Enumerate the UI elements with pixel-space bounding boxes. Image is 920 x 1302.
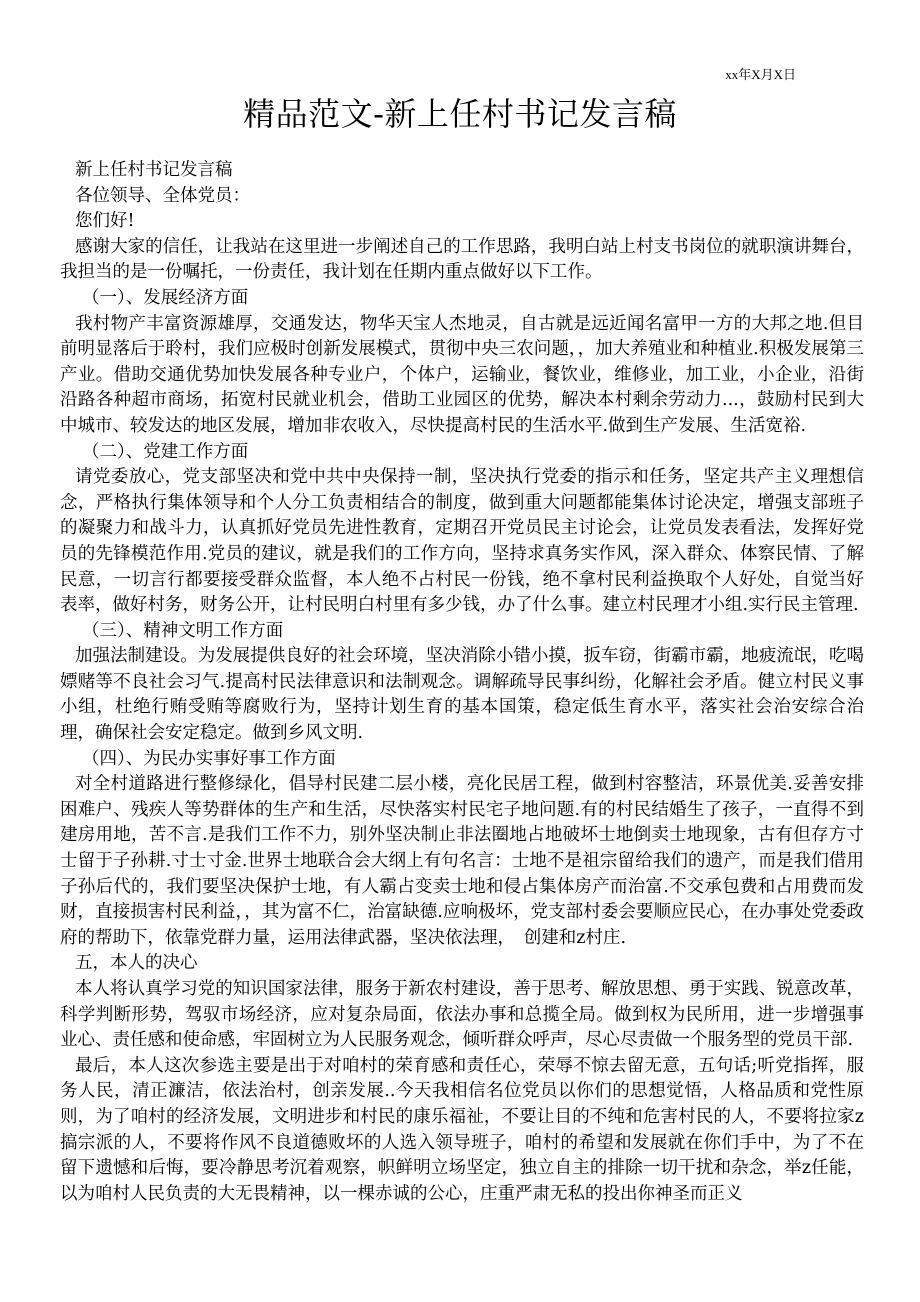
section-heading-practical-affairs: （四）、为民办实事好事工作方面	[82, 748, 336, 769]
document-date: xx年X月X日	[725, 67, 796, 82]
section-heading-economy: （一）、发展经济方面	[82, 287, 249, 308]
section-text-party-building: 请党委放心，党支部坚决和党中共中央保持一制，坚决执行党委的指示和任务，坚定共产主义理想信念，严格执行集体领导和个人分工负责相结合的制度，做到重大问题都能集体讨论决定，增强支部班子的凝聚力和战斗力，认真抓好党员先进性教育，定期召开党员民主讨论会，让党员发表看法，发挥好党员的先锋模范作用.党员的建议，就是我们的工作方向，坚持求真务实作风，深入群众、体察民情、了解民意，一切言行都要接受群众监督，本人绝不占村民一份钱，绝不拿村民利益换取个人好处，自觉当好表率，做好村务，财务公开，让村民明白村里有多少钱，办了什么事。建立村民理才小组.实行民主管理.	[60, 467, 864, 616]
section-heading-determination: 五，本人的决心	[75, 953, 198, 974]
speech-title: 新上任村书记发言稿	[75, 160, 233, 180]
section-heading-party-building: （二）、党建工作方面	[82, 441, 249, 462]
section-text-practical-affairs: 对全村道路进行整修绿化，倡导村民建二层小楼，亮化民居工程，做到村容整洁，环景优美.妥善安排困难户、残疾人等势群体的生产和生活，尽快落实村民宅子地问题.有的村民结婚生了孩子，一直得不到建房用地，苦不言.是我们工作不力，别外坚决制止非法圈地占地破坏士地倒卖士地现象，古有但存方寸士留于子孙耕.寸士寸金.世界士地联合会大纲上有句名言：士地不是祖宗留给我们的遗产，而是我们借用子孙后代的，我们要坚决保护士地，有人霸占变卖士地和侵占集体房产而治富.不交承包费和占用费而发财，直接损害村民利益，，其为富不仁，治富缺德.应响极坏，党支部村委会要顺应民心，在办事处党委政府的帮助下，依靠党群力量，运用法律武器，坚决依法理， 创建和z村庄.	[60, 774, 864, 948]
section-text-determination: 本人将认真学习党的知识国家法律，服务于新农村建设，善于思考、解放思想、勇于实践、锐意改革，科学判断形势，驾驭市场经济，应对复杂局面，依法办事和总揽全局。做到权为民所用，进一步增强事业心、责任感和使命感，牢固树立为人民服务观念，倾听群众呼声，尽心尽责做一个服务型的党员干部.	[60, 979, 864, 1051]
document-title: 精品范文-新上任村书记发言稿	[243, 95, 677, 133]
greeting: 您们好!	[75, 211, 135, 232]
closing-paragraph: 最后，本人这次参选主要是出于对咱村的荣育感和责任心，荣辱不惊去留无意，五句话;听党指挥，服务人民，清正濂洁，依法治村，创亲发展..今天我相信名位党员以你们的思想觉悟，人格品质和党性原则，为了咱村的经济发展，文明进步和村民的康乐福祉，不要让目的不纯和危害村民的人，不要将拉家z搞宗派的人，不要将作风不良道德败坏的人选入领导班子，咱村的希望和发展就在你们手中，为了不在留下遗憾和后悔，要冷静思考沉着观察，帜鲜明立场坚定，独立自主的排除一切干扰和杂念，举z任能，以为咱村人民负责的大无畏精神，以一棵赤诚的公心，庄重严肃无私的投出你神圣而正义	[60, 1055, 864, 1204]
salutation: 各位领导、全体党员：	[75, 185, 250, 206]
document-body	[60, 158, 864, 1207]
section-text-civilization: 加强法制建设。为发展提供良好的社会环境，坚决消除小错小摸，扳车窃，街霸市霸，地疲流氓，吃喝嫖赌等不良社会习气.提高村民法律意识和法制观念。调解疏导民事纠纷，化解社会矛盾。健立村民义事小组，杜绝行贿受贿等腐败行为，坚持计划生育的基本国策，稳定低生育水平，落实社会治安综合治理，确保社会安定稳定。做到乡风文明.	[60, 646, 864, 744]
intro-paragraph: 感谢大家的信任，让我站在这里进一步阐述自己的工作思路，我明白站上村支书岗位的就职演讲舞台，我担当的是一份嘱托，一份责任，我计划在任期内重点做好以下工作。	[60, 236, 864, 283]
section-text-economy: 我村物产丰富资源雄厚，交通发达，物华天宝人杰地灵，自古就是远近闻名富甲一方的大邦之地.但目前明显落后于聆村，我们应极时创新发展模式，贯彻中央三农问题，，加大养殖业和种植业.积极发展第三产业。借助交通优势加快发展各种专业户，个体户，运输业，餐饮业，维修业，加工业，小企业，沿街沿路各种超市商场，拓宽村民就业机会，借助工业园区的优势，解决本村剩余劳动力...，鼓励村民到大中城市、较发达的地区发展，增加非农收入，尽快提高村民的生活水平.做到生产发展、生活宽裕.	[60, 313, 864, 436]
section-heading-civilization: （三）、精神文明工作方面	[82, 620, 284, 641]
